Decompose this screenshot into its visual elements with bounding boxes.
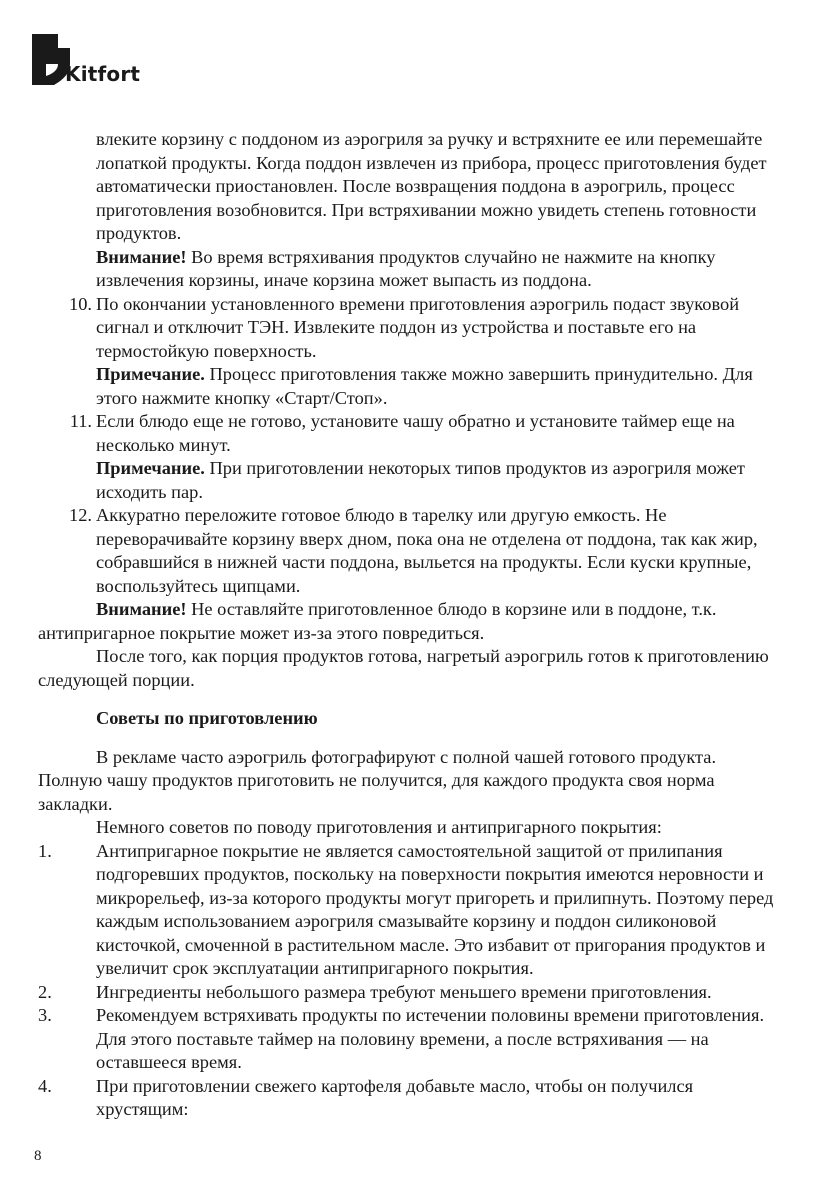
- step-number: 12.: [69, 505, 92, 525]
- step-note: [38, 363, 780, 410]
- page-number: 8: [34, 1148, 42, 1164]
- tip-number: 2.: [38, 981, 52, 1002]
- tip-text: Рекомендуем встряхивать продукты по истечении половины времени приготовления. Для этого поставьте таймер на половину времени, а после встряхивания — на оставшееся время.: [96, 1005, 765, 1072]
- body-paragraph: После того, как порция продуктов готова, нагретый аэрогриль готов к приготовлению следующей порции.: [38, 646, 769, 690]
- step-number: 10.: [69, 293, 92, 314]
- tip-number: 4.: [38, 1075, 52, 1096]
- note-label: Примечание.: [96, 458, 205, 478]
- tip-text: Ингредиенты небольшого размера требуют меньшего времени приготовления.: [96, 981, 712, 1002]
- note-text: При приготовлении некоторых типов продуктов из аэрогриля может исходить пар.: [96, 458, 745, 502]
- warning-label: Внимание!: [96, 599, 187, 619]
- continuation-paragraph: влеките корзину с поддоном из аэрогриля за ручку и встряхните ее или перемешайте лопаткой продукты. Когда поддон извлечен из прибора, процесс приготовления будет автоматически приостановлен. После возвращения поддона в аэрогриль, процесс приготовления возобновится. При встряхивании можно увидеть степень готовности продуктов.: [96, 129, 767, 243]
- step-text: По окончании установленного времени приготовления аэрогриль подаст звуковой сигнал и отключит ТЭН. Извлеките поддон из устройства и поставьте его на термостойкую поверхность.: [96, 293, 740, 361]
- step-text: Аккуратно переложите готовое блюдо в тарелку или другую емкость. Не переворачивайте корзину вверх дном, пока она не отделена от поддона, так как жир, собравшийся в нижней части поддона, выльется на продукты. Если куски крупные, воспользуйтесь щипцами.: [96, 505, 758, 596]
- brand-name: Kitfort: [65, 62, 141, 86]
- section-heading: Советы по приготовлению: [96, 708, 318, 728]
- step-note: [38, 457, 780, 504]
- tip-item: [38, 1004, 780, 1075]
- manual-content: [38, 128, 780, 1122]
- step-item: [38, 293, 780, 364]
- warning-note: [38, 246, 780, 293]
- step-text: Если блюдо еще не готово, установите чашу обратно и установите таймер еще на несколько минут.: [96, 411, 735, 455]
- warning-text: Не оставляйте приготовленное блюдо в корзине или в поддоне, т.к. антипригарное покрытие может из-за этого повредиться.: [38, 599, 717, 643]
- note-label: Примечание.: [96, 364, 205, 384]
- tip-number: 3.: [38, 1005, 52, 1025]
- warning-paragraph: [38, 598, 780, 645]
- tip-text: При приготовлении свежего картофеля добавьте масло, чтобы он получился хрустящим:: [96, 1075, 694, 1119]
- step-item: [38, 410, 780, 457]
- tip-item: [38, 840, 780, 981]
- kitfort-logo: [32, 34, 192, 94]
- tip-text: Антипригарное покрытие не является самостоятельной защитой от прилипания подгоревших продуктов, поскольку на поверхности покрытия имеются неровности и микрорельеф, из-за которого продукты могут пригореть и прилипнуть. Поэтому перед каждым использованием аэрогриля смазывайте корзину и поддон силиконовой кисточкой, смоченной в растительном масле. Это избавит от пригорания продуктов и увеличит срок эксплуатации антипригарного покрытия.: [96, 840, 774, 978]
- intro-paragraph: В рекламе часто аэрогриль фотографируют с полной чашей готового продукта. Полную чашу продуктов приготовить не получится, для каждого продукта своя норма закладки.: [38, 746, 717, 814]
- tip-item: [38, 981, 780, 1005]
- intro-paragraph: Немного советов по поводу приготовления и антипригарного покрытия:: [96, 817, 662, 837]
- tip-number: 1.: [38, 840, 52, 861]
- tip-item: [38, 1075, 780, 1122]
- warning-label: Внимание!: [96, 246, 187, 267]
- step-number: 11.: [69, 411, 92, 431]
- note-text: Процесс приготовления также можно завершить принудительно. Для этого нажмите кнопку «Старт/Стоп».: [96, 364, 753, 408]
- step-item: [38, 504, 780, 598]
- warning-text: Во время встряхивания продуктов случайно не нажмите на кнопку извлечения корзины, иначе корзина может выпасть из поддона.: [96, 246, 716, 290]
